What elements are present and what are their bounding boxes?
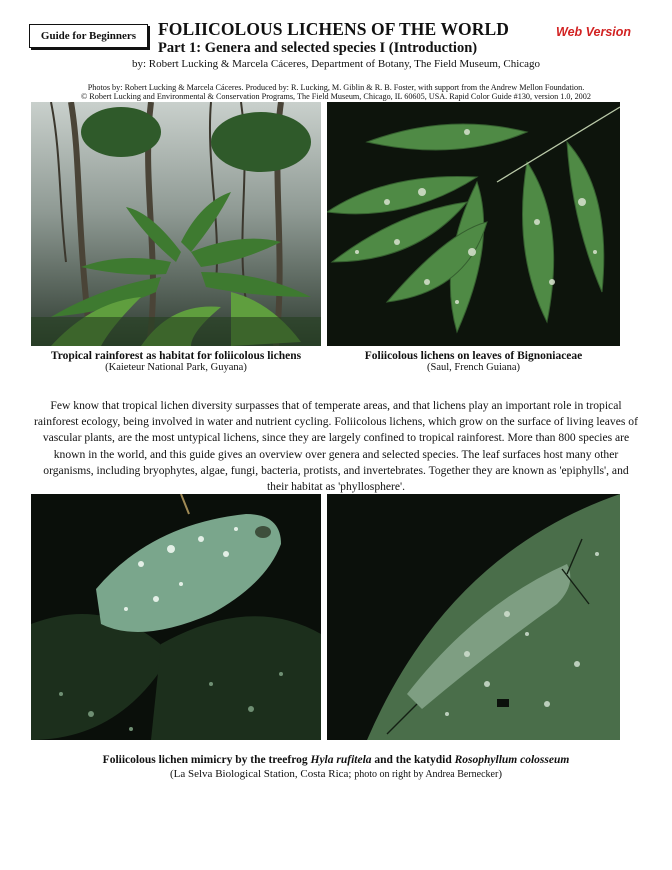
web-version-label: Web Version <box>556 25 632 39</box>
treefrog-photo <box>31 494 321 740</box>
mimicry-caption-title <box>0 754 672 766</box>
rainforest-photo <box>31 102 321 346</box>
leaves-caption-location: (Saul, French Guiana) <box>426 362 520 373</box>
katydid-species: Rosophyllum colosseum <box>454 754 570 766</box>
page-title: FOLIICOLOUS LICHENS OF THE WORLD <box>158 19 510 39</box>
caption-text-a: Foliicolous lichen mimicry by the treefrog <box>102 754 311 766</box>
guide-badge-label: Guide for Beginners <box>40 30 137 42</box>
mimicry-caption <box>0 754 672 780</box>
page-subtitle: Part 1: Genera and selected species I (Introduction) <box>158 40 478 56</box>
rainforest-caption-location: (Kaieteur National Park, Guyana) <box>105 362 247 373</box>
caption-text-b: and the katydid <box>371 754 455 766</box>
photo-credits: Photos by: Robert Lucking & Marcela Cáceres. Produced by: R. Lucking, M. Giblin & R. B. Foster, with support from the Andrew Mellon Foundation. <box>87 83 585 92</box>
location-text: (La Selva Biological Station, Costa Rica; <box>169 768 355 780</box>
photo-credit-right: photo on right by Andrea Bernecker <box>354 769 499 780</box>
rainforest-caption <box>31 350 321 373</box>
author-byline: by: Robert Lucking & Marcela Cáceres, Department of Botany, The Field Museum, Chicago <box>131 58 541 70</box>
mimicry-caption-location <box>0 768 672 780</box>
treefrog-species: Hyla rufitela <box>310 754 372 766</box>
rainforest-caption-title: Tropical rainforest as habitat for foliicolous lichens <box>50 350 302 362</box>
leaves-caption-title: Foliicolous lichens on leaves of Bignoniaceae <box>364 350 583 362</box>
leaves-caption <box>327 350 620 373</box>
copyright-line: © Robert Lucking and Environmental & Conservation Programs, The Field Museum, Chicago, IL 60605, USA. Rapid Color Guide #130, version 1.0, 2002 <box>81 92 591 101</box>
intro-paragraph: Few know that tropical lichen diversity surpasses that of temperate areas, and that lichens play an important role in tropical rainforest ecology, being involved in water and nutrient cycling. Foliicolous lichens, which grow on the surface of living leaves of vascular plants, are the most untypical lichens, since they are largely confined to tropical rainforest. More than 800 species are known in the world, and this guide gives an overview over genera and selected species. The leaf surfaces host many other organisms, including bryophytes, algae, fungi, bacteria, protists, and invertebrates. Together they are known as 'epiphylls', and their habitat as 'phyllosphere'. <box>34 399 638 494</box>
bignoniaceae-leaves-photo <box>327 102 620 346</box>
guide-badge <box>29 24 148 48</box>
closing-paren: ) <box>498 768 503 780</box>
katydid-photo <box>327 494 620 740</box>
